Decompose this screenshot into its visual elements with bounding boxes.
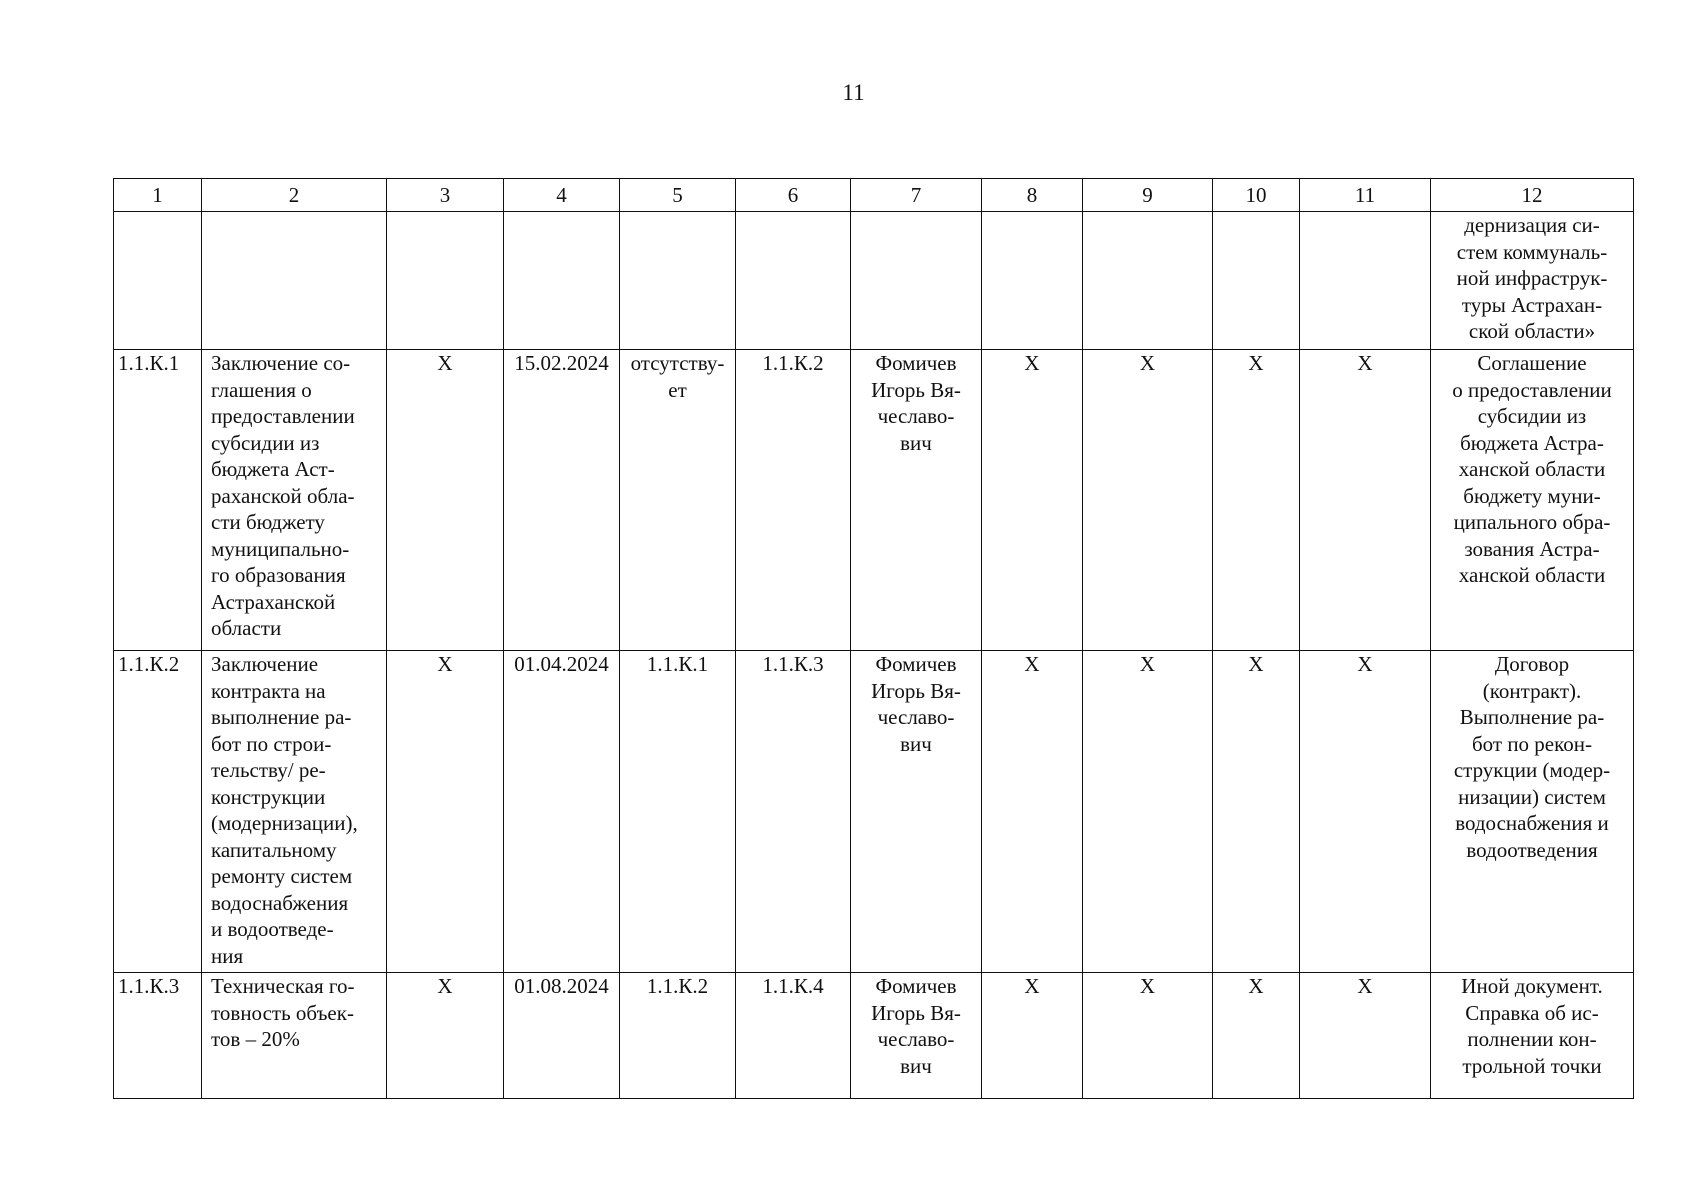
text-line: бюджета Аст- xyxy=(211,457,335,481)
text-line: трольной точки xyxy=(1462,1053,1602,1078)
text-line: 1.1.К.2 xyxy=(646,974,709,998)
mark-cell: X xyxy=(1213,973,1300,1099)
text-line: о предоставлении xyxy=(1452,377,1612,402)
text-line: конструкции xyxy=(211,784,326,809)
column-header: 1 xyxy=(114,179,202,212)
text-line: Фомичев xyxy=(875,974,957,998)
due-date: 01.08.2024 xyxy=(504,973,620,1099)
text-line: (модернизации), xyxy=(211,811,358,835)
text-line: тов – 20% xyxy=(211,1027,300,1051)
text-line: низации) систем xyxy=(1458,784,1606,809)
control-point-description xyxy=(202,973,387,1099)
column-header: 7 xyxy=(851,179,982,212)
column-header: 6 xyxy=(736,179,851,212)
predecessor-cell xyxy=(620,973,736,1099)
mark-cell: X xyxy=(982,973,1083,1099)
document-type xyxy=(1431,651,1634,973)
predecessor-cell xyxy=(620,350,736,651)
text-line: Заключение со- xyxy=(211,351,351,375)
text-line: Фомичев xyxy=(875,351,957,375)
mark-cell: X xyxy=(982,651,1083,973)
table-cell xyxy=(114,212,202,350)
page-number: 11 xyxy=(842,80,865,105)
control-point-code: 1.1.К.3 xyxy=(114,973,202,1099)
mark-cell: X xyxy=(1083,350,1213,651)
text-line: го образования xyxy=(211,563,346,587)
text-line: бюджету муни- xyxy=(1463,483,1601,508)
text-line: струкции (модер- xyxy=(1453,758,1611,782)
table-cell xyxy=(982,212,1083,350)
column-header: 12 xyxy=(1431,179,1634,212)
table-cell xyxy=(387,212,504,350)
text-line: ханской области xyxy=(1458,457,1606,481)
successor-cell: 1.1.К.3 xyxy=(736,651,851,973)
predecessor-cell xyxy=(620,651,736,973)
text-line: вич xyxy=(900,430,932,455)
table-header-row xyxy=(114,179,1634,212)
text-line: чеславо- xyxy=(877,404,955,428)
text-line: ской области» xyxy=(1468,319,1596,343)
text-line: зования Астра- xyxy=(1464,536,1600,561)
mark-cell: X xyxy=(1083,651,1213,973)
control-point-description xyxy=(202,651,387,973)
table-cell xyxy=(1213,212,1300,350)
text-line: Иной документ. xyxy=(1461,974,1603,998)
text-line: Астраханской xyxy=(211,589,336,614)
mark-cell: X xyxy=(387,651,504,973)
text-line: контракта на xyxy=(211,678,326,703)
column-header: 5 xyxy=(620,179,736,212)
text-line: сти бюджету xyxy=(211,510,325,534)
text-line: бот по строи- xyxy=(211,731,332,756)
table-cell xyxy=(504,212,620,350)
text-line: Игорь Вя- xyxy=(871,1000,961,1025)
due-date: 15.02.2024 xyxy=(504,350,620,651)
text-line: и водоотведе- xyxy=(211,917,334,941)
text-line: Игорь Вя- xyxy=(871,678,961,703)
text-line: Выполнение ра- xyxy=(1459,705,1605,729)
text-line: водоснабжения и xyxy=(1455,811,1609,835)
text-line: ет xyxy=(668,377,687,402)
text-line: ной инфраструк- xyxy=(1456,266,1608,290)
continuation-row xyxy=(114,212,1634,350)
table-cell xyxy=(202,212,387,350)
column-header: 3 xyxy=(387,179,504,212)
column-header: 4 xyxy=(504,179,620,212)
mark-cell: X xyxy=(982,350,1083,651)
document-type xyxy=(1431,973,1634,1099)
text-line: (контракт). xyxy=(1482,678,1582,703)
mark-cell: X xyxy=(1300,350,1431,651)
table-row xyxy=(114,350,1634,651)
text-line: бот по рекон- xyxy=(1471,731,1592,756)
text-line: глашения о xyxy=(211,377,312,402)
table-cell xyxy=(620,212,736,350)
responsible-person xyxy=(851,973,982,1099)
text-line: бюджета Астра- xyxy=(1460,430,1604,455)
text-line: водоснабжения xyxy=(211,890,349,915)
column-header: 8 xyxy=(982,179,1083,212)
text-line: туры Астрахан- xyxy=(1461,292,1603,317)
table-row xyxy=(114,973,1634,1099)
text-line: предоставлении xyxy=(211,404,355,428)
text-line: раханской обла- xyxy=(211,483,355,508)
table-cell xyxy=(851,212,982,350)
text-line: Справка об ис- xyxy=(1465,1000,1599,1025)
text-line: капитальному xyxy=(211,837,337,862)
text-line: Заключение xyxy=(211,652,319,676)
successor-cell: 1.1.К.4 xyxy=(736,973,851,1099)
mark-cell: X xyxy=(1083,973,1213,1099)
text-line: водоотведения xyxy=(1466,837,1598,862)
table-row xyxy=(114,651,1634,973)
text-line: тельству/ ре- xyxy=(211,758,326,782)
control-point-code: 1.1.К.1 xyxy=(114,350,202,651)
mark-cell: X xyxy=(1213,350,1300,651)
text-line: выполнение ра- xyxy=(211,705,352,729)
text-line: полнении кон- xyxy=(1467,1027,1597,1051)
text-line: вич xyxy=(900,1053,932,1078)
text-line: ципального обра- xyxy=(1453,510,1611,534)
text-line: ния xyxy=(211,943,244,968)
text-line: Фомичев xyxy=(875,652,957,676)
document-type xyxy=(1431,350,1634,651)
mark-cell: X xyxy=(1300,973,1431,1099)
column-header: 10 xyxy=(1213,179,1300,212)
text-line: Соглашение xyxy=(1477,351,1587,375)
text-line: Игорь Вя- xyxy=(871,377,961,402)
text-line: стем коммуналь- xyxy=(1456,239,1608,264)
text-line: ханской области xyxy=(1458,563,1606,587)
column-header: 9 xyxy=(1083,179,1213,212)
successor-cell: 1.1.К.2 xyxy=(736,350,851,651)
table-cell xyxy=(736,212,851,350)
responsible-person xyxy=(851,350,982,651)
text-line: чеславо- xyxy=(877,1027,955,1051)
control-point-code: 1.1.К.2 xyxy=(114,651,202,973)
column-header: 11 xyxy=(1300,179,1431,212)
mark-cell: X xyxy=(387,350,504,651)
due-date: 01.04.2024 xyxy=(504,651,620,973)
text-line: товность объек- xyxy=(211,1000,354,1025)
text-line: чеславо- xyxy=(877,705,955,729)
responsible-person xyxy=(851,651,982,973)
control-point-description xyxy=(202,350,387,651)
text-line: вич xyxy=(900,731,932,756)
text-line: Техническая го- xyxy=(211,974,355,998)
text-line: муниципально- xyxy=(211,536,350,561)
mark-cell: X xyxy=(387,973,504,1099)
text-line: дернизация си- xyxy=(1464,213,1600,237)
column-header: 2 xyxy=(202,179,387,212)
text-line: субсидии из xyxy=(211,430,320,455)
table-cell xyxy=(1083,212,1213,350)
mark-cell: X xyxy=(1213,651,1300,973)
table-cell xyxy=(1300,212,1431,350)
text-line: области xyxy=(211,616,282,640)
text-line: Договор xyxy=(1494,652,1570,676)
text-line: отсутству- xyxy=(630,351,725,375)
text-line: ремонту систем xyxy=(211,864,353,888)
mark-cell: X xyxy=(1300,651,1431,973)
continuation-document-cell xyxy=(1431,212,1634,350)
control-points-table xyxy=(113,178,1634,1099)
text-line: 1.1.К.1 xyxy=(646,652,709,676)
text-line: субсидии из xyxy=(1477,404,1587,428)
